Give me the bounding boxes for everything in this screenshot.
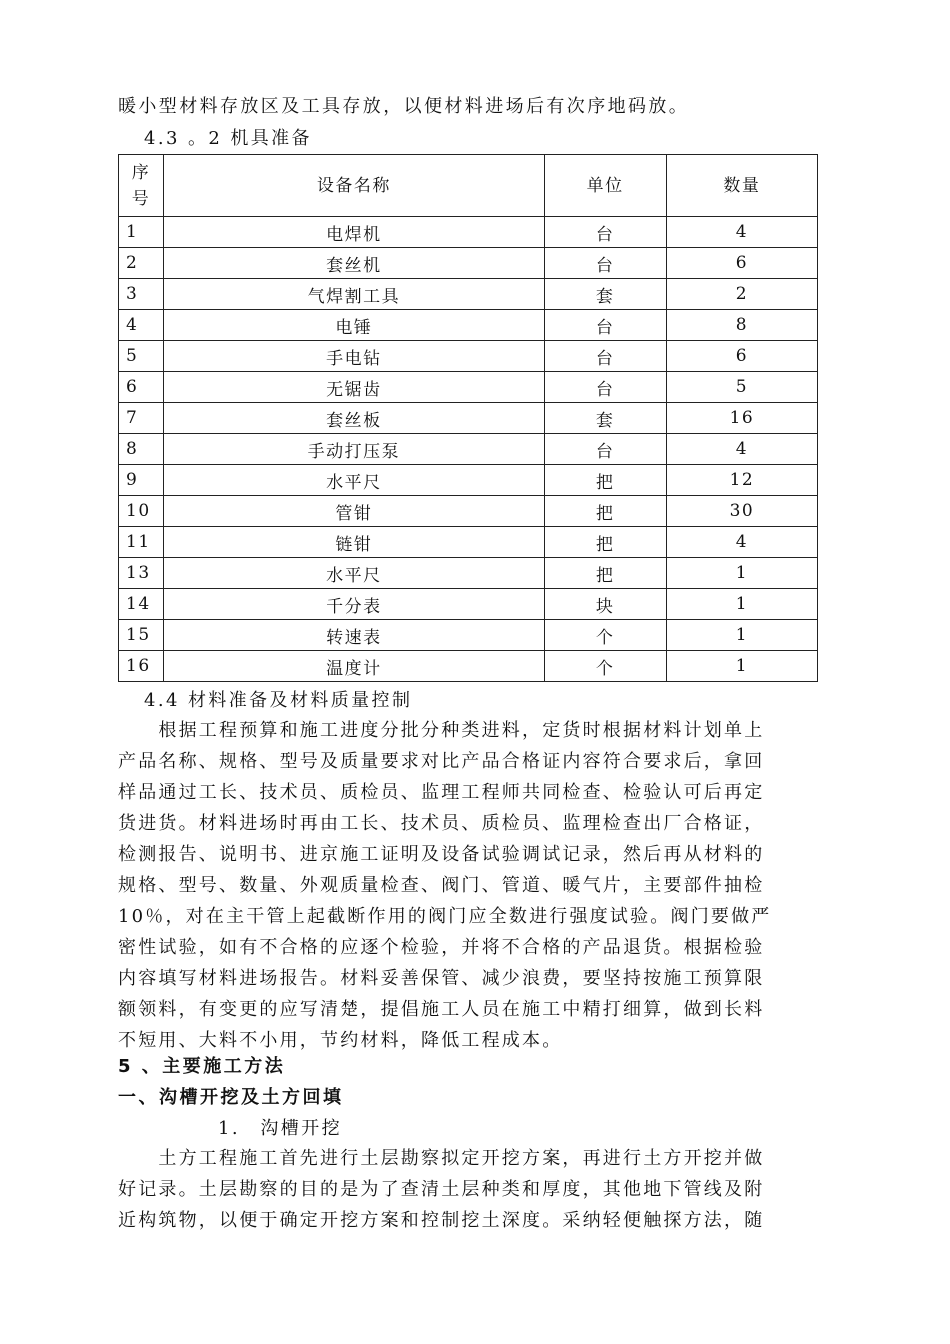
cell-unit: 台 bbox=[544, 434, 666, 465]
paragraph-line: 样品通过工长、技术员、质检员、监理工程师共同检查、检验认可后再定 bbox=[118, 782, 765, 803]
cell-no: 1 bbox=[119, 217, 164, 248]
cell-qty: 2 bbox=[666, 279, 817, 310]
paragraph-line: 检测报告、说明书、进京施工证明及设备试验调试记录，然后再从材料的 bbox=[118, 844, 765, 865]
cell-unit: 套 bbox=[544, 279, 666, 310]
table-row bbox=[119, 527, 818, 558]
table-row bbox=[119, 558, 818, 589]
table-row bbox=[119, 310, 818, 341]
heading-main-methods: 5 、主要施工方法 bbox=[118, 1056, 286, 1077]
cell-unit: 套 bbox=[544, 403, 666, 434]
cell-qty: 16 bbox=[666, 403, 817, 434]
paragraph-line: 10％，对在主干管上起截断作用的阀门应全数进行强度试验。阀门要做严 bbox=[118, 906, 772, 927]
table-row bbox=[119, 589, 818, 620]
cell-unit: 个 bbox=[544, 620, 666, 651]
cell-qty: 4 bbox=[666, 217, 817, 248]
cell-no: 6 bbox=[119, 372, 164, 403]
cell-qty: 1 bbox=[666, 558, 817, 589]
cell-name: 水平尺 bbox=[164, 558, 545, 589]
table-header-row bbox=[119, 155, 818, 217]
cell-unit: 台 bbox=[544, 372, 666, 403]
cell-qty: 4 bbox=[666, 527, 817, 558]
cell-unit: 台 bbox=[544, 217, 666, 248]
cell-unit: 把 bbox=[544, 465, 666, 496]
cell-no: 10 bbox=[119, 496, 164, 527]
cell-name: 管钳 bbox=[164, 496, 545, 527]
paragraph-line: 内容填写材料进场报告。材料妥善保管、减少浪费，要坚持按施工预算限 bbox=[118, 968, 765, 989]
cell-unit: 把 bbox=[544, 527, 666, 558]
cell-name: 链钳 bbox=[164, 527, 545, 558]
cell-no: 9 bbox=[119, 465, 164, 496]
paragraph-line: 好记录。土层勘察的目的是为了查清土层种类和厚度，其他地下管线及附 bbox=[118, 1179, 765, 1200]
cell-unit: 台 bbox=[544, 341, 666, 372]
table-row bbox=[119, 279, 818, 310]
header-unit: 单位 bbox=[544, 155, 666, 217]
table-row bbox=[119, 496, 818, 527]
table-row bbox=[119, 620, 818, 651]
cell-no: 4 bbox=[119, 310, 164, 341]
cell-unit: 把 bbox=[544, 496, 666, 527]
cell-no: 16 bbox=[119, 651, 164, 682]
equipment-table bbox=[118, 154, 818, 682]
cell-qty: 5 bbox=[666, 372, 817, 403]
cell-qty: 12 bbox=[666, 465, 817, 496]
cell-no: 8 bbox=[119, 434, 164, 465]
cell-name: 手动打压泵 bbox=[164, 434, 545, 465]
table-row bbox=[119, 651, 818, 682]
cell-name: 千分表 bbox=[164, 589, 545, 620]
table-row bbox=[119, 372, 818, 403]
paragraph-line: 产品名称、规格、型号及质量要求对比产品合格证内容符合要求后，拿回 bbox=[118, 751, 765, 772]
table-row bbox=[119, 217, 818, 248]
paragraph-line: 规格、型号、数量、外观质量检查、阀门、管道、暖气片，主要部件抽检 bbox=[118, 875, 765, 896]
cell-qty: 6 bbox=[666, 248, 817, 279]
cell-name: 电锤 bbox=[164, 310, 545, 341]
cell-name: 套丝板 bbox=[164, 403, 545, 434]
cell-qty: 6 bbox=[666, 341, 817, 372]
cell-qty: 30 bbox=[666, 496, 817, 527]
intro-line: 暖小型材料存放区及工具存放，以便材料进场后有次序地码放。 bbox=[118, 96, 690, 117]
cell-no: 7 bbox=[119, 403, 164, 434]
cell-no: 13 bbox=[119, 558, 164, 589]
table-row bbox=[119, 341, 818, 372]
cell-name: 无锯齿 bbox=[164, 372, 545, 403]
cell-qty: 8 bbox=[666, 310, 817, 341]
paragraph-line: 密性试验，如有不合格的应逐个检验，并将不合格的产品退货。根据检验 bbox=[118, 937, 765, 958]
cell-name: 水平尺 bbox=[164, 465, 545, 496]
subheading-trench: 1. 沟槽开挖 bbox=[218, 1118, 342, 1139]
paragraph-line: 土方工程施工首先进行土层勘察拟定开挖方案，再进行土方开挖并做 bbox=[118, 1148, 765, 1169]
header-qty: 数量 bbox=[666, 155, 817, 217]
paragraph-material-control bbox=[118, 715, 834, 1056]
section-4-3-2-title: 4.3 。2 机具准备 bbox=[144, 128, 312, 149]
table-row bbox=[119, 465, 818, 496]
cell-unit: 台 bbox=[544, 310, 666, 341]
cell-name: 转速表 bbox=[164, 620, 545, 651]
heading-trench-excavation: 一、沟槽开挖及土方回填 bbox=[118, 1087, 344, 1108]
section-4-4-title: 4.4 材料准备及材料质量控制 bbox=[144, 690, 413, 711]
cell-no: 2 bbox=[119, 248, 164, 279]
paragraph-line: 不短用、大料不小用，节约材料，降低工程成本。 bbox=[118, 1030, 563, 1051]
cell-no: 5 bbox=[119, 341, 164, 372]
paragraph-trench bbox=[118, 1143, 834, 1236]
cell-qty: 4 bbox=[666, 434, 817, 465]
cell-name: 温度计 bbox=[164, 651, 545, 682]
cell-no: 14 bbox=[119, 589, 164, 620]
cell-name: 电焊机 bbox=[164, 217, 545, 248]
cell-unit: 块 bbox=[544, 589, 666, 620]
cell-unit: 把 bbox=[544, 558, 666, 589]
header-no: 序号 bbox=[119, 155, 164, 217]
cell-name: 气焊割工具 bbox=[164, 279, 545, 310]
cell-no: 15 bbox=[119, 620, 164, 651]
paragraph-line: 额领料，有变更的应写清楚，提倡施工人员在施工中精打细算，做到长料 bbox=[118, 999, 765, 1020]
paragraph-line: 货进货。材料进场时再由工长、技术员、质检员、监理检查出厂合格证， bbox=[118, 813, 765, 834]
cell-no: 11 bbox=[119, 527, 164, 558]
cell-qty: 1 bbox=[666, 589, 817, 620]
table-row bbox=[119, 403, 818, 434]
cell-name: 手电钻 bbox=[164, 341, 545, 372]
cell-no: 3 bbox=[119, 279, 164, 310]
cell-name: 套丝机 bbox=[164, 248, 545, 279]
table-row bbox=[119, 434, 818, 465]
header-name: 设备名称 bbox=[164, 155, 545, 217]
cell-unit: 台 bbox=[544, 248, 666, 279]
paragraph-line: 根据工程预算和施工进度分批分种类进料，定货时根据材料计划单上 bbox=[118, 720, 765, 741]
table-body bbox=[119, 217, 818, 682]
cell-qty: 1 bbox=[666, 620, 817, 651]
paragraph-line: 近构筑物，以便于确定开挖方案和控制挖土深度。采纳轻便触探方法，随 bbox=[118, 1210, 765, 1231]
cell-qty: 1 bbox=[666, 651, 817, 682]
cell-unit: 个 bbox=[544, 651, 666, 682]
table-row bbox=[119, 248, 818, 279]
